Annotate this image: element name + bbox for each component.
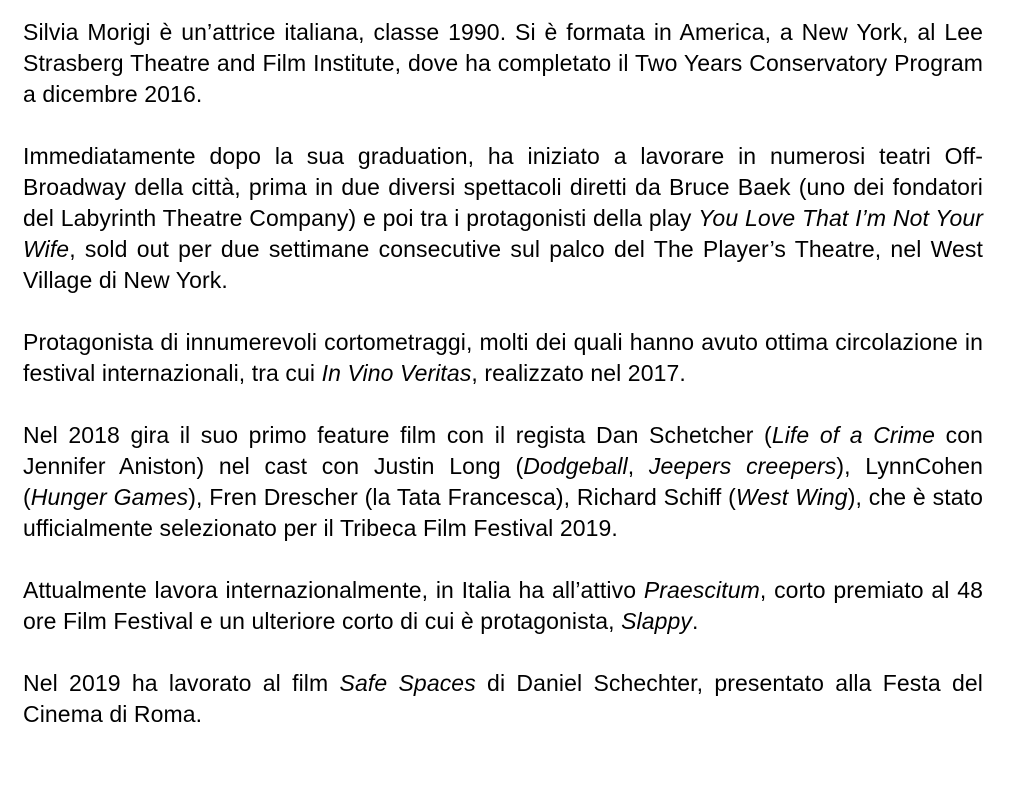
paragraph-text: Immediatamente dopo la sua graduation, ha iniziato a lavorare in numerosi teatri Off-Broadway della città, prima in due diversi spettacoli diretti da Bruce Baek (uno dei fondatori del Labyrinth Theatre Company) e poi tra i protagonisti della play (23, 143, 983, 231)
paragraph-safe-spaces (23, 668, 983, 730)
paragraph-text: con Jennifer Aniston) nel cast con Justin Long ( (23, 422, 983, 479)
biography-document (23, 17, 983, 730)
paragraph-text: . (692, 608, 699, 634)
italic-title-text: Safe Spaces (339, 670, 476, 696)
paragraph-international-work (23, 575, 983, 637)
paragraph-text: , corto premiato al 48 ore Film Festival e un ulteriore corto di cui è protagonista, (23, 577, 983, 634)
italic-title-text: Life of a Crime (771, 422, 936, 448)
italic-title-text: Slappy (621, 608, 693, 634)
italic-title-text: West Wing (735, 484, 848, 510)
paragraph-short-films (23, 327, 983, 389)
italic-title-text: Hunger Games (30, 484, 189, 510)
paragraph-text: , sold out per due settimane consecutive sul palco del The Player’s Theatre, nel West Village di New York. (23, 236, 983, 293)
paragraph-text: Nel 2019 ha lavorato al film (23, 670, 340, 696)
paragraph-text: , (627, 453, 649, 479)
paragraph-text: Attualmente lavora internazionalmente, in Italia ha all’attivo (23, 577, 644, 603)
italic-title-text: Praescitum (643, 577, 760, 603)
paragraph-education (23, 17, 983, 110)
paragraph-text: ), LynnCohen ( (23, 453, 983, 510)
paragraph-text: Protagonista di innumerevoli cortometraggi, molti dei quali hanno avuto ottima circolazione in festival internazionali, tra cui (23, 329, 983, 386)
paragraph-text: di Daniel Schechter, presentato alla Festa del Cinema di Roma. (23, 670, 984, 727)
paragraph-text: , realizzato nel 2017. (471, 360, 686, 386)
paragraph-feature-film (23, 420, 983, 544)
paragraph-text: Silvia Morigi è un’attrice italiana, classe 1990. Si è formata in America, a New York, al Lee Strasberg Theatre and Film Institute, dove ha completato il Two Years Conservatory Program a dicembre 2016. (23, 19, 983, 107)
italic-title-text: Jeepers creepers (648, 453, 837, 479)
italic-title-text: Dodgeball (523, 453, 628, 479)
italic-title-text: You Love That I’m Not Your Wife (23, 205, 984, 262)
paragraph-text: ), Fren Drescher (la Tata Francesca), Richard Schiff ( (188, 484, 736, 510)
paragraph-text: Nel 2018 gira il suo primo feature film con il regista Dan Schetcher ( (23, 422, 772, 448)
paragraph-text: ), che è stato ufficialmente selezionato per il Tribeca Film Festival 2019. (23, 484, 983, 541)
paragraph-off-broadway (23, 141, 983, 296)
italic-title-text: In Vino Veritas (321, 360, 472, 386)
